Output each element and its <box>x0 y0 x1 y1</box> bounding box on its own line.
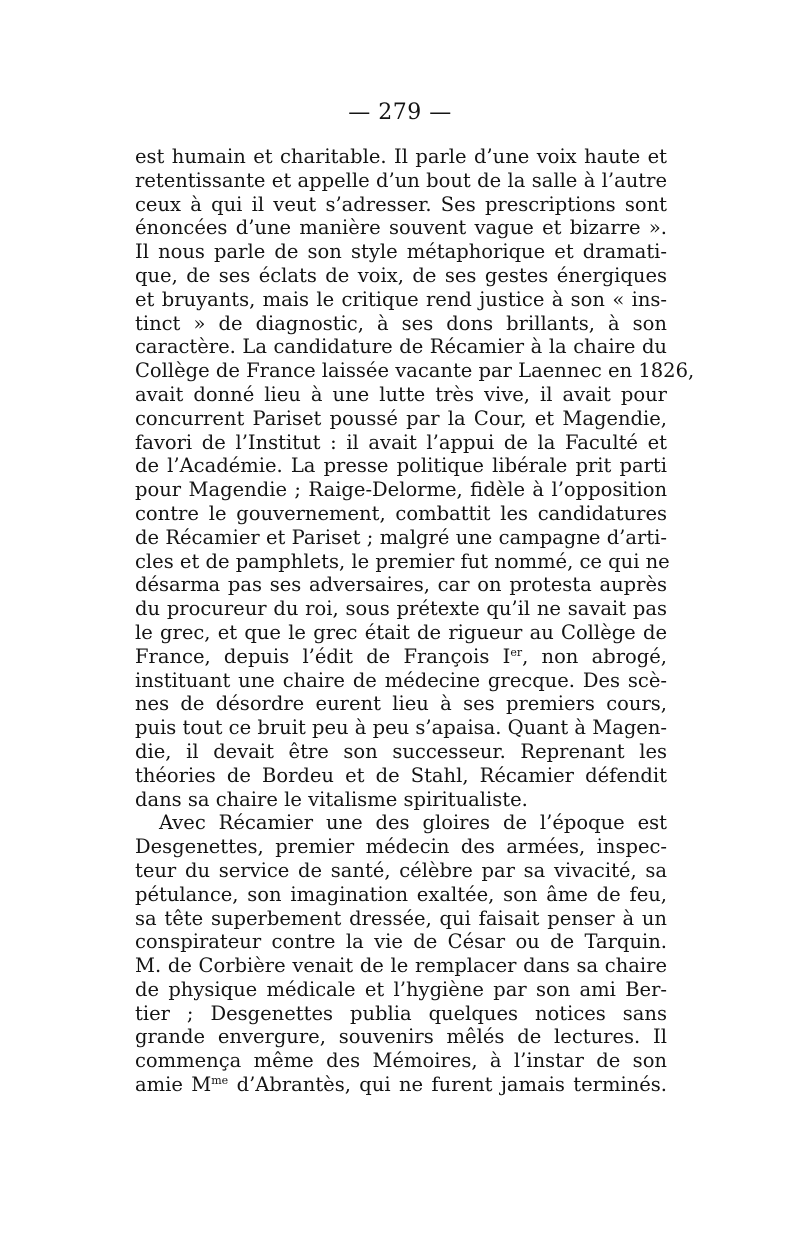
text-line: Collège de France laissée vacante par Laennec en 1826, <box>135 359 695 383</box>
text-fragment: , non abrogé, <box>522 644 667 668</box>
text-line: de physique médicale et l’hygiène par son ami Ber- <box>135 977 667 1001</box>
text-line: du procureur du roi, sous prétexte qu’il ne savait pas <box>135 597 667 621</box>
page-number: — 279 — <box>348 100 452 125</box>
text-fragment: amie M <box>135 1073 212 1097</box>
text-line-with-superscript <box>135 1073 667 1097</box>
text-line: Desgenettes, premier médecin des armées, inspec- <box>135 835 667 859</box>
text-line: de Récamier et Pariset ; malgré une campagne d’arti- <box>135 525 667 549</box>
text-line-with-superscript <box>135 645 667 669</box>
text-line: teur du service de santé, célèbre par sa vivacité, sa <box>135 858 667 882</box>
text-line: tier ; Desgenettes publia quelques notices sans <box>135 1001 667 1025</box>
text-line: favori de l’Institut : il avait l’appui de la Faculté et <box>135 430 667 454</box>
text-line: concurrent Pariset poussé par la Cour, et Magendie, <box>135 406 667 430</box>
text-fragment: France, depuis l’édit de François I <box>135 644 511 668</box>
text-line: grande envergure, souvenirs mêlés de lectures. Il <box>135 1025 667 1049</box>
text-line: nes de désordre eurent lieu à ses premiers cours, <box>135 692 667 716</box>
text-line: que, de ses éclats de voix, de ses gestes énergiques <box>135 263 667 287</box>
text-line: avait donné lieu à une lutte très vive, il avait pour <box>135 382 667 406</box>
text-line: conspirateur contre la vie de César ou de Tarquin. <box>135 930 667 954</box>
text-line: Il nous parle de son style métaphorique et dramati- <box>135 240 667 264</box>
text-line: Avec Récamier une des gloires de l’époque est <box>159 811 667 835</box>
body-text <box>135 145 695 1097</box>
text-line: est humain et charitable. Il parle d’une voix haute et <box>135 145 667 168</box>
text-line: sa tête superbement dressée, qui faisait penser à un <box>135 906 667 930</box>
text-line: caractère. La candidature de Récamier à la chaire du <box>135 335 667 359</box>
text-fragment: d’Abrantès, qui ne furent jamais terminés. <box>236 1073 668 1097</box>
text-line: die, il devait être son successeur. Reprenant les <box>135 739 667 763</box>
text-line: pour Magendie ; Raige-Delorme, fidèle à l’opposition <box>135 478 667 502</box>
text-line: désarma pas ses adversaires, car on protesta auprès <box>135 573 667 597</box>
text-line: commença même des Mémoires, à l’instar de son <box>135 1049 667 1073</box>
text-line: instituant une chaire de médecine grecque. Des scè- <box>135 668 667 692</box>
text-line: tinct » de diagnostic, à ses dons brillants, à son <box>135 311 667 335</box>
text-line: puis tout ce bruit peu à peu s’apaisa. Quant à Magen- <box>135 716 667 740</box>
text-line: pétulance, son imagination exaltée, son âme de feu, <box>135 882 667 906</box>
text-line: retentissante et appelle d’un bout de la salle à l’autre <box>135 168 667 192</box>
superscript: me <box>211 1074 229 1088</box>
superscript: er <box>510 645 523 659</box>
text-line: énoncées d’une manière souvent vague et bizarre ». <box>135 216 667 240</box>
text-line: et bruyants, mais le critique rend justice à son « ins- <box>135 287 667 311</box>
text-line: contre le gouvernement, combattit les candidatures <box>135 501 667 525</box>
text-line: de l’Académie. La presse politique libérale prit parti <box>135 454 667 478</box>
text-line: M. de Corbière venait de le remplacer dans sa chaire <box>135 954 667 978</box>
text-line: le grec, et que le grec était de rigueur au Collège de <box>135 620 667 644</box>
text-line: ceux à qui il veut s’adresser. Ses prescriptions sont <box>135 192 667 216</box>
text-line: théories de Bordeu et de Stahl, Récamier défendit <box>135 763 667 787</box>
text-line: cles et de pamphlets, le premier fut nommé, ce qui ne <box>135 549 670 573</box>
text-line: dans sa chaire le vitalisme spiritualiste. <box>135 787 528 811</box>
